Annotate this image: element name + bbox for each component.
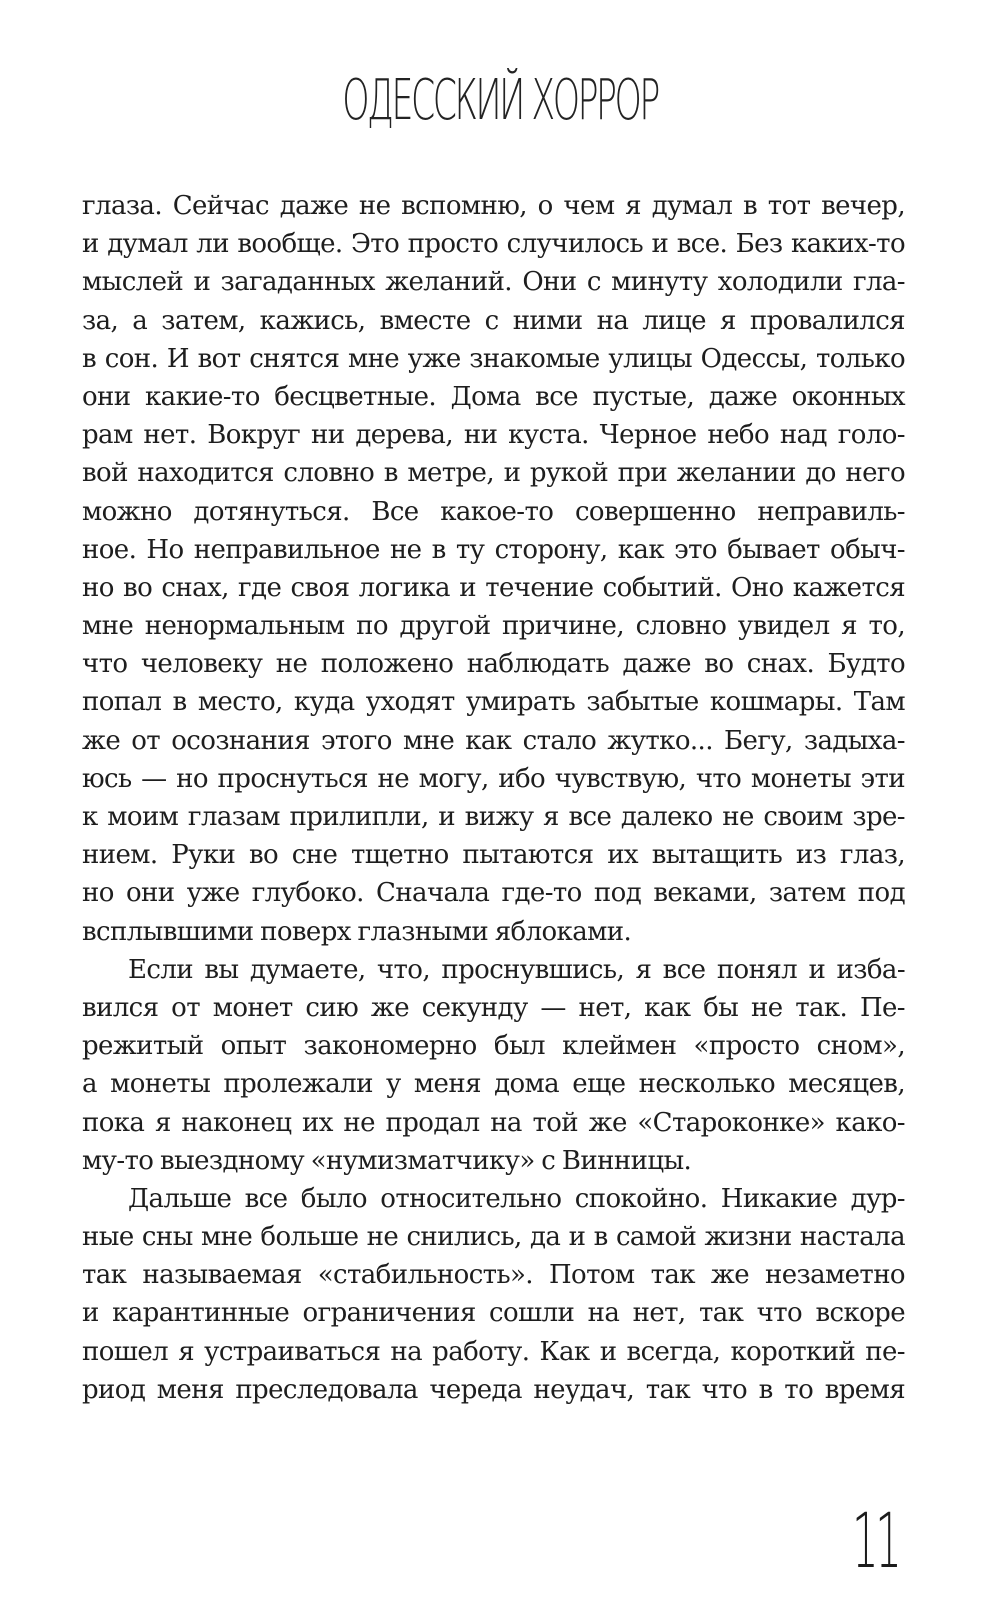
text-line: а монеты пролежали у меня дома еще несколько месяцев, (82, 1069, 905, 1100)
text-line-paragraph-start: Дальше все было относительно спокойно. Никакие дур- (128, 1183, 905, 1214)
text-line: можно дотянуться. Все какое-то совершенно неправиль- (82, 496, 905, 527)
text-line: в сон. И вот снятся мне уже знакомые улицы Одессы, только (82, 343, 905, 374)
text-line-paragraph-start: Если вы думаете, что, проснувшись, я все понял и изба- (128, 954, 905, 985)
text-line: глаза. Сейчас даже не вспомню, о чем я думал в тот вечер, (82, 191, 905, 221)
text-line: пока я наконец их не продал на той же «Староконке» како- (82, 1107, 905, 1138)
text-line: но они уже глубоко. Сначала где-то под веками, затем под (82, 878, 905, 909)
text-line: ное. Но неправильное не в ту сторону, как это бывает обыч- (82, 534, 905, 565)
text-line: к моим глазам прилипли, и вижу я все далеко не своим зре- (82, 802, 905, 832)
text-line: попал в место, куда уходят умирать забытые кошмары. Там (82, 687, 905, 718)
text-line: они какие-то бесцветные. Дома все пустые, даже оконных (82, 381, 905, 412)
body-text (82, 187, 905, 1409)
text-line-paragraph-end: всплывшими поверх глазными яблоками. (82, 916, 632, 947)
text-line: мыслей и загаданных желаний. Они с минуту холодили гла- (82, 267, 905, 298)
text-line: юсь — но проснуться не могу, ибо чувствую, что монеты эти (82, 763, 905, 794)
text-line-paragraph-end: му-то выездному «нумизматчику» с Винницы. (82, 1145, 692, 1176)
text-line: ные сны мне больше не снились, да и в самой жизни настала (82, 1222, 905, 1253)
text-line: режитый опыт закономерно был клеймен «просто сном», (82, 1031, 905, 1062)
text-line: нием. Руки во сне тщетно пытаются их вытащить из глаз, (82, 840, 905, 871)
text-line: и карантинные ограничения сошли на нет, так что вскоре (82, 1298, 905, 1329)
text-line: за, а затем, кажись, вместе с ними на лице я провалился (82, 305, 905, 336)
text-line: же от осознания этого мне как стало жутко... Бегу, задыха- (82, 725, 905, 756)
text-line: пошел я устраиваться на работу. Как и всегда, короткий пе- (82, 1336, 905, 1367)
running-head-title: ОДЕССКИЙ ХОРРОР (342, 68, 658, 133)
text-line: что человеку не положено наблюдать даже во снах. Будто (82, 649, 905, 680)
text-line: риод меня преследовала череда неудач, так что в то время (82, 1374, 905, 1405)
text-line: рам нет. Вокруг ни дерева, ни куста. Черное небо над голо- (82, 420, 905, 451)
text-line: так называемая «стабильность». Потом так же незаметно (82, 1260, 905, 1291)
text-line: и думал ли вообще. Это просто случилось и все. Без каких-то (82, 229, 905, 260)
text-line: вился от монет сию же секунду — нет, как бы не так. Пе- (82, 992, 905, 1023)
text-line: вой находится словно в метре, и рукой при желании до него (82, 458, 905, 489)
text-line: но во снах, где своя логика и течение событий. Оно кажется (82, 572, 905, 603)
page-number: 11 (852, 1496, 899, 1585)
text-line: мне ненормальным по другой причине, словно увидел я то, (82, 611, 905, 642)
